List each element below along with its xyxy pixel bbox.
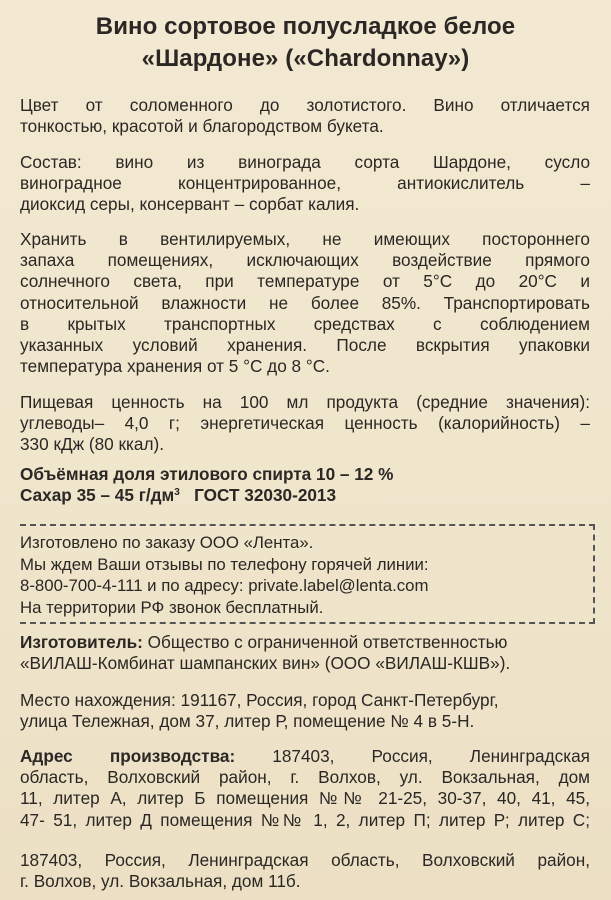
production-line: 47- 51, литер Д помещения №№ 1, 2, литер П; литер Р; литер С; — [20, 809, 590, 830]
storage-line: температура хранения от 5 °С до 8 °С. — [20, 356, 330, 377]
manufacturer-line: «ВИЛАШ-Комбинат шампанских вин» (ООО «ВИЛАШ-КШВ»). — [20, 653, 511, 674]
production-line: область, Волховский район, г. Волхов, ул. Вокзальная, дом — [20, 767, 590, 788]
sugar-content: Сахар 35 – 45 г/дм — [20, 485, 175, 506]
customer-info-text — [20, 532, 595, 618]
manufacturer-label: Изготовитель: — [20, 632, 143, 652]
nutrition-line: Пищевая ценность на 100 мл продукта (средние значения): — [20, 392, 590, 412]
gost-number: ГОСТ 32030-2013 — [194, 485, 337, 506]
second-address-line: 187403, Россия, Ленинградская область, Волховский район, — [20, 850, 590, 870]
alcohol-sugar-block — [20, 464, 590, 506]
storage-line: солнечного света, при температуре от 5°С до 20°С и — [20, 271, 590, 292]
location-line: улица Тележная, дом 37, литер Р, помещение № 4 в 5-Н. — [20, 711, 475, 732]
composition-paragraph — [20, 152, 590, 216]
manufacturer-paragraph — [20, 632, 590, 674]
storage-paragraph — [20, 229, 590, 377]
nutrition-paragraph — [20, 392, 590, 456]
product-title-line-2: «Шардоне» («Chardonnay») — [141, 45, 470, 72]
storage-line: в крытых транспортных средствах с соблюдением — [20, 313, 590, 334]
sugar-line — [20, 485, 590, 506]
alcohol-content: Объёмная доля этилового спирта 10 – 12 % — [20, 464, 394, 484]
production-address: 187403, Россия, Ленинградская — [235, 746, 590, 766]
storage-line: Хранить в вентилируемых, не имеющих постороннего — [20, 229, 590, 249]
second-address-line: г. Волхов, ул. Вокзальная, дом 11б. — [20, 871, 301, 892]
composition-line: виноградное концентрированное, антиокислитель – — [20, 173, 590, 194]
description-line: Цвет от соломенного до золотистого. Вино отличается — [20, 95, 590, 115]
nutrition-line: углеводы– 4,0 г; энергетическая ценность (калорийность) – — [20, 413, 590, 434]
box-line: Изготовлено по заказу ООО «Лента». — [20, 533, 314, 552]
storage-line: указанных условий хранения. После вскрытия упаковки — [20, 335, 590, 356]
box-line: На территории РФ звонок бесплатный. — [20, 597, 324, 617]
box-line: Мы ждем Ваши отзывы по телефону горячей линии: — [20, 554, 429, 574]
production-line — [20, 746, 590, 767]
production-line: 11, литер А, литер Б помещения №№ 21-25, 30-37, 40, 41, 45, — [20, 788, 590, 809]
storage-line: относительной влажности не более 85%. Транспортировать — [20, 292, 590, 313]
location-line: Место нахождения: 191167, Россия, город Санкт-Петербург, — [20, 690, 499, 710]
box-line: 8-800-700-4-111 и по адресу: private.label@lenta.com — [20, 576, 429, 595]
location-paragraph — [20, 690, 590, 732]
manufacturer-name: Общество с ограниченной ответственностью — [142, 632, 508, 652]
production-paragraph — [20, 746, 590, 831]
composition-line: Состав: вино из винограда сорта Шардоне, сусло — [20, 152, 590, 172]
nutrition-line: 330 кДж (80 ккал). — [20, 434, 165, 455]
product-title-line-1: Вино сортовое полусладкое белое — [95, 13, 516, 40]
description-paragraph — [20, 95, 590, 137]
composition-line: диоксид серы, консервант – сорбат калия. — [20, 194, 360, 215]
second-address-paragraph — [20, 850, 590, 892]
sugar-unit-exponent: 3 — [174, 487, 180, 499]
description-line: тонкостью, красотой и благородством букета. — [20, 116, 384, 137]
production-label: Адрес производства: — [20, 746, 236, 766]
storage-line: запаха помещениях, исключающих воздействие прямого — [20, 250, 590, 271]
manufacturer-line — [20, 632, 590, 653]
